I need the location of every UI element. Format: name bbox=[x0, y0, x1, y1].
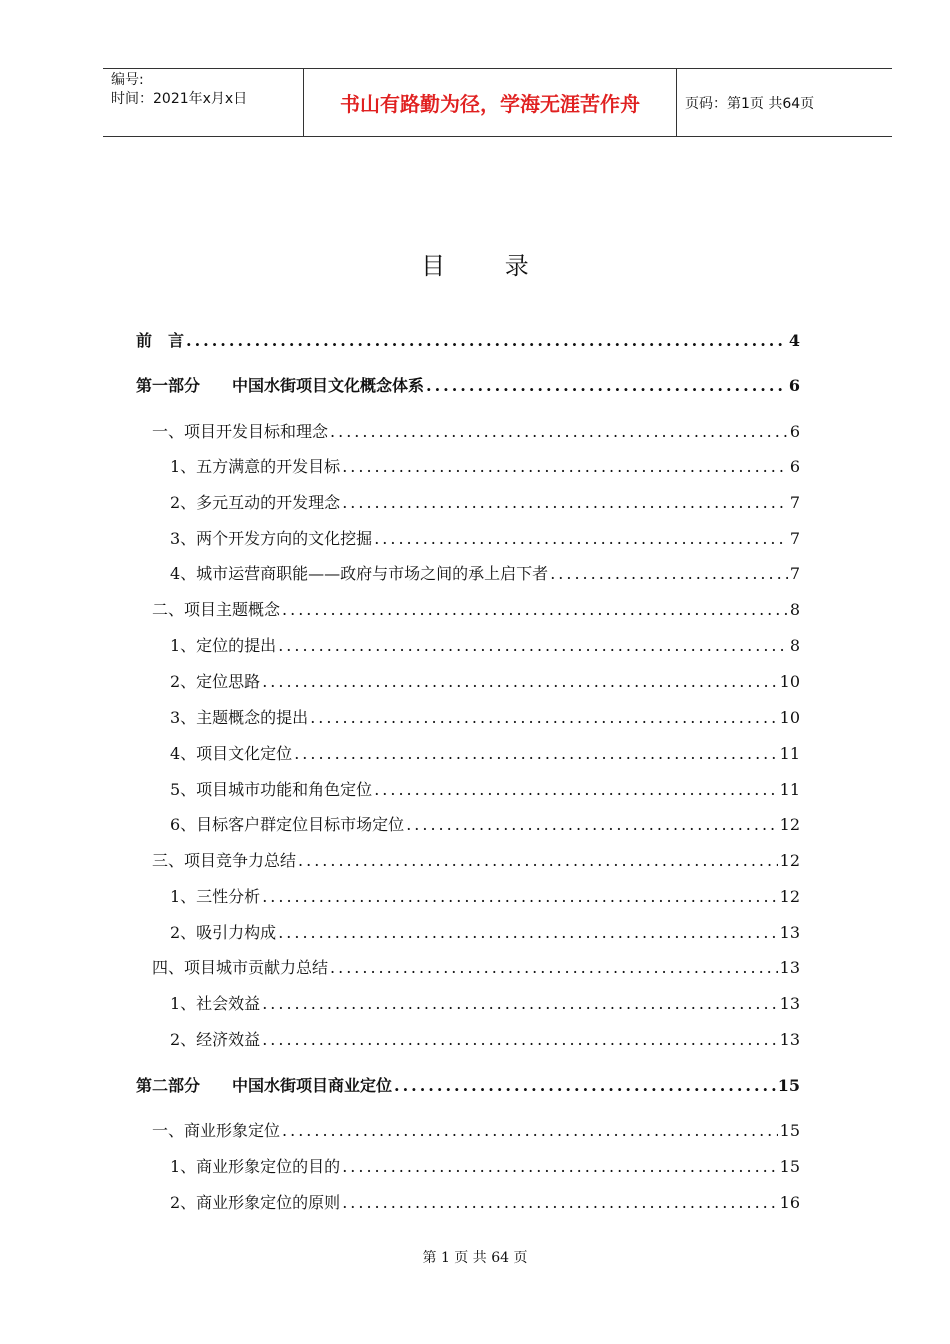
toc-entry-label: 2、经济效益 bbox=[170, 1030, 261, 1049]
toc-entry-label: 1、商业形象定位的目的 bbox=[170, 1157, 341, 1176]
toc-entry-label: 2、商业形象定位的原则 bbox=[170, 1193, 341, 1212]
toc-entry-label: 1、五方满意的开发目标 bbox=[170, 457, 341, 476]
toc-entry bbox=[170, 884, 800, 907]
toc-entry-page: 12 bbox=[779, 887, 800, 906]
toc-entry-page: 8 bbox=[789, 600, 800, 619]
toc-entry-label: 4、项目文化定位 bbox=[170, 744, 293, 763]
toc-entry-label: 一、商业形象定位 bbox=[152, 1121, 281, 1140]
toc-entry-label: 第一部分 中国水街项目文化概念体系 bbox=[136, 376, 425, 395]
toc-leader-dots bbox=[342, 493, 788, 512]
toc-entry bbox=[170, 1154, 800, 1177]
toc-entry-label: 2、吸引力构成 bbox=[170, 923, 277, 942]
toc-entry bbox=[170, 920, 800, 943]
toc-leader-dots bbox=[262, 994, 777, 1013]
toc-entry-label: 四、项目城市贡献力总结 bbox=[152, 958, 329, 977]
toc-leader-dots bbox=[374, 529, 788, 548]
toc-entry-page: 12 bbox=[779, 851, 800, 870]
toc-entry-page: 10 bbox=[779, 672, 800, 691]
toc-part-entry bbox=[136, 373, 800, 396]
toc-leader-dots bbox=[278, 923, 777, 942]
toc-entry bbox=[170, 490, 800, 513]
toc-entry bbox=[152, 848, 800, 871]
toc-entry-label: 2、定位思路 bbox=[170, 672, 261, 691]
toc-entry-page: 10 bbox=[779, 708, 800, 727]
header-motto: 书山有路勤为径，学海无涯苦作舟 bbox=[340, 92, 640, 116]
toc-entry-label: 一、项目开发目标和理念 bbox=[152, 422, 329, 441]
toc-entry bbox=[170, 454, 800, 477]
header-motto-cell bbox=[304, 69, 677, 136]
toc-leader-dots bbox=[278, 636, 788, 655]
toc-leader-dots bbox=[310, 708, 777, 727]
toc-leader-dots bbox=[550, 564, 788, 583]
toc-entry-label: 三、项目竞争力总结 bbox=[152, 851, 297, 870]
toc-entry-page: 4 bbox=[788, 331, 800, 350]
toc-leader-dots bbox=[406, 815, 777, 834]
toc-leader-dots bbox=[374, 780, 777, 799]
toc-entry-page: 15 bbox=[779, 1157, 800, 1176]
toc-entry-label: 4、城市运营商职能——政府与市场之间的承上启下者 bbox=[170, 564, 549, 583]
toc-entry bbox=[170, 633, 800, 656]
toc-entry-label: 2、多元互动的开发理念 bbox=[170, 493, 341, 512]
toc-entry bbox=[152, 955, 800, 978]
toc-leader-dots bbox=[294, 744, 777, 763]
toc-entry-page: 13 bbox=[779, 958, 800, 977]
toc-entry bbox=[170, 1190, 800, 1213]
toc-leader-dots bbox=[342, 1157, 777, 1176]
header-page-code: 页码：第1页 共64页 bbox=[685, 95, 815, 112]
toc-entry-label: 3、两个开发方向的文化挖掘 bbox=[170, 529, 373, 548]
header-time-label: 时间：2021年x月x日 bbox=[111, 91, 248, 107]
toc-entry-label: 1、三性分析 bbox=[170, 887, 261, 906]
document-title: 目 录 bbox=[421, 252, 555, 280]
toc-entry bbox=[152, 597, 800, 620]
toc-entry-page: 12 bbox=[779, 815, 800, 834]
toc-entry-page: 6 bbox=[788, 376, 800, 395]
toc-leader-dots bbox=[342, 1193, 777, 1212]
toc-entry-label: 第二部分 中国水街项目商业定位 bbox=[136, 1076, 393, 1095]
toc-entry bbox=[170, 777, 800, 800]
toc-entry-page: 15 bbox=[779, 1121, 800, 1140]
toc-entry bbox=[170, 1027, 800, 1050]
toc-entry-label: 1、定位的提出 bbox=[170, 636, 277, 655]
toc-entry bbox=[170, 561, 800, 584]
toc-entry-page: 6 bbox=[789, 457, 800, 476]
toc-leader-dots bbox=[282, 600, 788, 619]
toc-entry bbox=[170, 526, 800, 549]
toc-entry-page: 6 bbox=[789, 422, 800, 441]
toc-entry-label: 3、主题概念的提出 bbox=[170, 708, 309, 727]
toc-entry-label: 6、目标客户群定位目标市场定位 bbox=[170, 815, 405, 834]
toc-leader-dots bbox=[262, 1030, 777, 1049]
toc-entry-page: 11 bbox=[779, 780, 800, 799]
toc-leader-dots bbox=[298, 851, 778, 870]
toc-leader-dots bbox=[330, 422, 788, 441]
toc-leader-dots bbox=[186, 331, 787, 350]
toc-entry-page: 15 bbox=[777, 1076, 800, 1095]
toc-entry bbox=[170, 669, 800, 692]
header-number-label: 编号: bbox=[111, 72, 144, 88]
toc-leader-dots bbox=[426, 376, 787, 395]
toc-entry-label: 5、项目城市功能和角色定位 bbox=[170, 780, 373, 799]
toc-entry-page: 13 bbox=[779, 1030, 800, 1049]
toc-entry-page: 7 bbox=[789, 529, 800, 548]
toc-entry-page: 8 bbox=[789, 636, 800, 655]
toc-leader-dots bbox=[282, 1121, 778, 1140]
toc-entry-page: 7 bbox=[789, 564, 800, 583]
toc-entry-page: 16 bbox=[779, 1193, 800, 1212]
toc-entry-page: 13 bbox=[779, 923, 800, 942]
page-footer: 第 1 页 共 64 页 bbox=[422, 1250, 528, 1266]
header-meta-cell bbox=[103, 69, 304, 136]
toc-entry-label: 前 言 bbox=[136, 331, 185, 350]
toc-entry bbox=[152, 1118, 800, 1141]
toc-leader-dots bbox=[262, 672, 777, 691]
toc-leader-dots bbox=[394, 1076, 776, 1095]
toc-leader-dots bbox=[342, 457, 788, 476]
toc-entry bbox=[170, 705, 800, 728]
toc-entry-page: 13 bbox=[779, 994, 800, 1013]
toc-entry bbox=[170, 991, 800, 1014]
toc-entry bbox=[152, 419, 800, 442]
toc-leader-dots bbox=[262, 887, 777, 906]
toc-entry-page: 7 bbox=[789, 493, 800, 512]
toc-entry-page: 11 bbox=[779, 744, 800, 763]
toc-part-entry bbox=[136, 1073, 800, 1096]
toc-entry bbox=[170, 741, 800, 764]
toc-leader-dots bbox=[330, 958, 778, 977]
header-page-cell bbox=[677, 69, 892, 136]
toc-entry bbox=[170, 812, 800, 835]
header-table bbox=[103, 68, 892, 137]
toc-entry-label: 二、项目主题概念 bbox=[152, 600, 281, 619]
toc-part-entry bbox=[136, 328, 800, 351]
toc-entry-label: 1、社会效益 bbox=[170, 994, 261, 1013]
